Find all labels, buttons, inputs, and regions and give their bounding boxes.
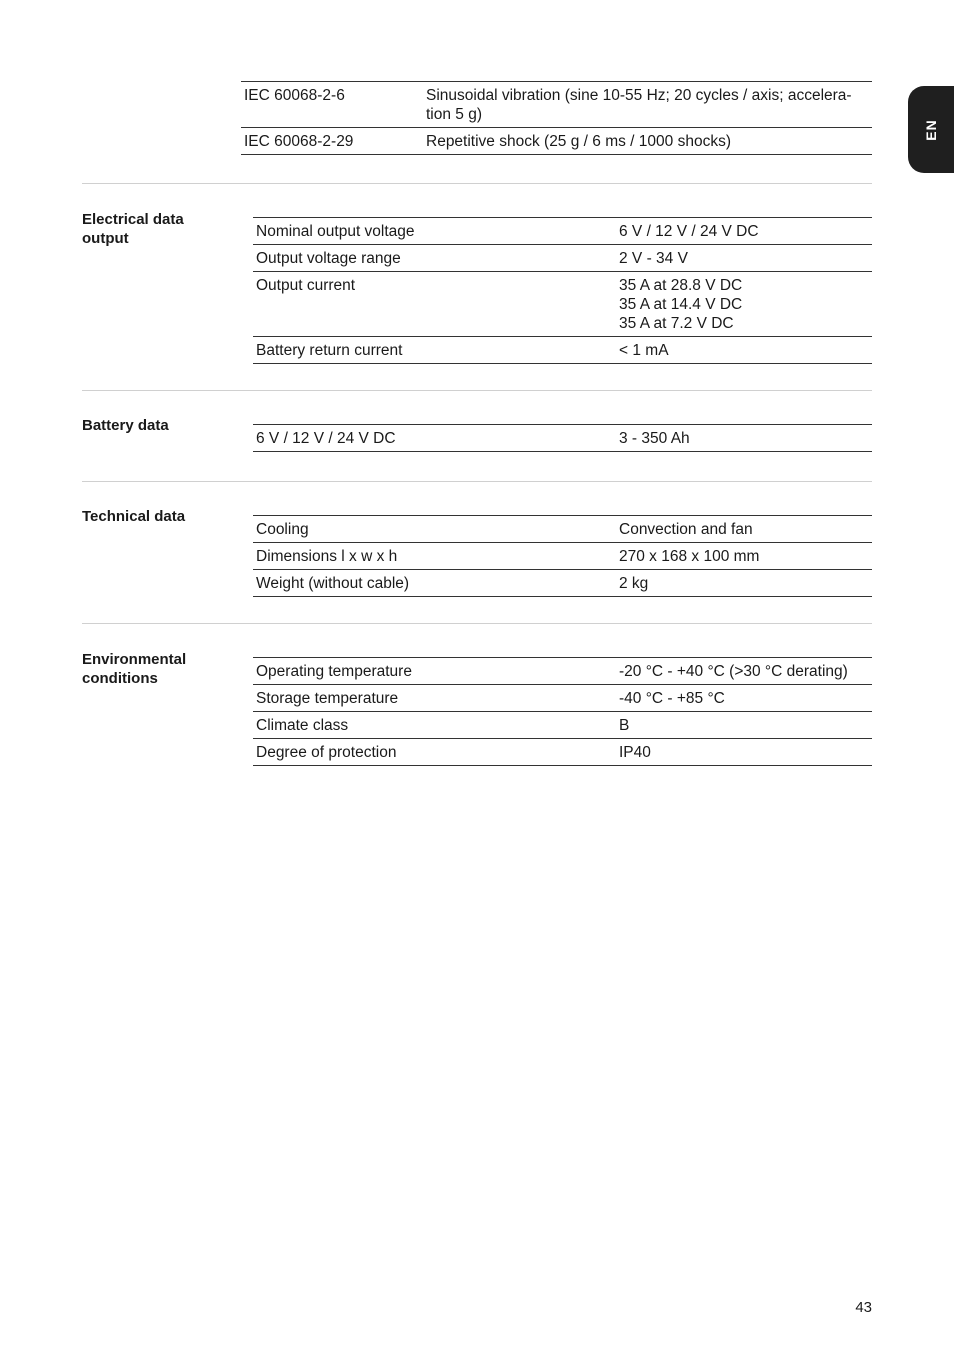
table-row	[253, 712, 872, 739]
standard-description: Sinusoidal vibration (sine 10-55 Hz; 20 cycles / axis; accelera- tion 5 g)	[423, 82, 872, 128]
section-title-technical: Technical data	[82, 508, 186, 525]
standard-code: IEC 60068-2-29	[241, 128, 423, 155]
table-row	[253, 516, 872, 543]
battery-data-table	[253, 424, 872, 452]
row-label: Climate class	[253, 712, 616, 739]
technical-data-table	[253, 515, 872, 597]
table-row	[253, 570, 872, 597]
page-number: 43	[855, 1299, 872, 1316]
row-value: 6 V / 12 V / 24 V DC	[616, 218, 872, 245]
section-title-electrical: Electrical data output	[82, 211, 184, 247]
table-row	[253, 245, 872, 272]
table-row	[253, 425, 872, 452]
row-label: Storage temperature	[253, 685, 616, 712]
language-tab	[908, 86, 954, 173]
row-label: Nominal output voltage	[253, 218, 616, 245]
row-value: 3 - 350 Ah	[616, 425, 872, 452]
section-divider	[82, 623, 872, 624]
table-row	[253, 739, 872, 766]
table-row	[241, 128, 872, 155]
row-value: Convection and fan	[616, 516, 872, 543]
table-row	[253, 272, 872, 337]
section-title-environmental: Environmental conditions	[82, 651, 187, 687]
row-label: Cooling	[253, 516, 616, 543]
row-value: -20 °C - +40 °C (>30 °C derating)	[616, 658, 872, 685]
row-label: 6 V / 12 V / 24 V DC	[253, 425, 616, 452]
row-label: Dimensions l x w x h	[253, 543, 616, 570]
row-value: 270 x 168 x 100 mm	[616, 543, 872, 570]
row-value: < 1 mA	[616, 337, 872, 364]
row-value: B	[616, 712, 872, 739]
table-row	[253, 685, 872, 712]
row-value: 2 V - 34 V	[616, 245, 872, 272]
table-row	[253, 218, 872, 245]
section-divider	[82, 481, 872, 482]
table-row	[241, 82, 872, 128]
section-divider	[82, 183, 872, 184]
electrical-data-table	[253, 217, 872, 364]
row-value: IP40	[616, 739, 872, 766]
standard-code: IEC 60068-2-6	[241, 82, 423, 128]
table-row	[253, 658, 872, 685]
row-value: 2 kg	[616, 570, 872, 597]
row-label: Operating temperature	[253, 658, 616, 685]
standard-description: Repetitive shock (25 g / 6 ms / 1000 shocks)	[423, 128, 872, 155]
environmental-data-table	[253, 657, 872, 766]
row-label: Output current	[253, 272, 616, 337]
table-row	[253, 337, 872, 364]
row-value: -40 °C - +85 °C	[616, 685, 872, 712]
standards-table	[241, 81, 872, 155]
section-title-battery: Battery data	[82, 417, 169, 434]
row-label: Battery return current	[253, 337, 616, 364]
row-label: Weight (without cable)	[253, 570, 616, 597]
row-value: 35 A at 28.8 V DC 35 A at 14.4 V DC 35 A at 7.2 V DC	[616, 272, 872, 337]
table-row	[253, 543, 872, 570]
language-tab-label: EN	[923, 118, 939, 141]
row-label: Degree of protection	[253, 739, 616, 766]
row-label: Output voltage range	[253, 245, 616, 272]
section-divider	[82, 390, 872, 391]
